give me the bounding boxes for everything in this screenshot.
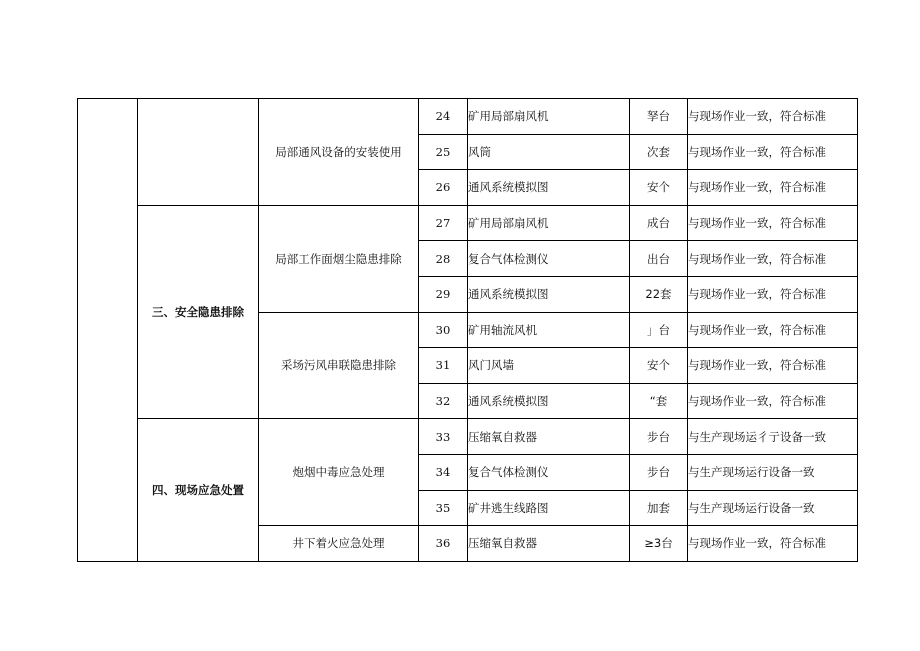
compliance-note: 与现场作业一致，符合标准 (688, 276, 858, 312)
compliance-note: 与生产现场运行设备一致 (688, 490, 858, 526)
section-title (138, 99, 259, 206)
compliance-note: 与现场作业一致，符合标准 (688, 526, 858, 562)
group-title: 采场污风串联隐患排除 (259, 312, 419, 419)
row-number: 35 (419, 490, 468, 526)
row-number: 28 (419, 241, 468, 277)
group-title: 局部工作面烟尘隐患排除 (259, 205, 419, 312)
table-row (78, 419, 858, 455)
equipment-name: 通风系统模拟图 (468, 383, 630, 419)
row-number: 32 (419, 383, 468, 419)
equipment-quantity: 安个 (630, 348, 688, 384)
equipment-quantity: 出台 (630, 241, 688, 277)
compliance-note: 与现场作业一致，符合标准 (688, 99, 858, 135)
equipment-quantity: “套 (630, 383, 688, 419)
compliance-note: 与现场作业一致，符合标准 (688, 134, 858, 170)
equipment-name: 通风系统模拟图 (468, 170, 630, 206)
equipment-name: 复合气体检测仪 (468, 454, 630, 490)
table-body (78, 99, 858, 562)
equipment-name: 风门风墙 (468, 348, 630, 384)
row-number: 25 (419, 134, 468, 170)
equipment-quantity: 」台 (630, 312, 688, 348)
equipment-name: 通风系统模拟图 (468, 276, 630, 312)
section-title: 三、安全隐患排除 (138, 205, 259, 419)
row-number: 33 (419, 419, 468, 455)
equipment-name: 压缩氧自救器 (468, 419, 630, 455)
equipment-quantity: 22套 (630, 276, 688, 312)
row-number: 36 (419, 526, 468, 562)
compliance-note: 与现场作业一致，符合标准 (688, 348, 858, 384)
group-title: 局部通风设备的安装使用 (259, 99, 419, 206)
compliance-note: 与现场作业一致，符合标准 (688, 170, 858, 206)
group-title: 炮烟中毒应急处理 (259, 419, 419, 526)
row-number: 31 (419, 348, 468, 384)
equipment-quantity: 步台 (630, 454, 688, 490)
equipment-name: 复合气体检测仪 (468, 241, 630, 277)
group-title: 井下着火应急处理 (259, 526, 419, 562)
equipment-name: 压缩氧自救器 (468, 526, 630, 562)
equipment-quantity: 次套 (630, 134, 688, 170)
equipment-quantity: 成台 (630, 205, 688, 241)
blank-column-cell (78, 99, 138, 562)
compliance-note: 与现场作业一致，符合标准 (688, 205, 858, 241)
section-title: 四、现场应急处置 (138, 419, 259, 561)
equipment-quantity: 孥台 (630, 99, 688, 135)
row-number: 27 (419, 205, 468, 241)
equipment-name: 矿井逃生线路图 (468, 490, 630, 526)
compliance-note: 与生产现场运彳亍设备一致 (688, 419, 858, 455)
equipment-name: 风筒 (468, 134, 630, 170)
row-number: 30 (419, 312, 468, 348)
equipment-name: 矿用局部扇风机 (468, 99, 630, 135)
table-row (78, 99, 858, 135)
row-number: 34 (419, 454, 468, 490)
row-number: 29 (419, 276, 468, 312)
compliance-note: 与现场作业一致，符合标准 (688, 383, 858, 419)
compliance-note: 与现场作业一致，符合标准 (688, 312, 858, 348)
table-row (78, 205, 858, 241)
equipment-name: 矿用局部扇风机 (468, 205, 630, 241)
row-number: 26 (419, 170, 468, 206)
compliance-note: 与生产现场运行设备一致 (688, 454, 858, 490)
equipment-quantity: ≥3台 (630, 526, 688, 562)
row-number: 24 (419, 99, 468, 135)
compliance-note: 与现场作业一致，符合标准 (688, 241, 858, 277)
equipment-quantity: 步台 (630, 419, 688, 455)
equipment-quantity: 安个 (630, 170, 688, 206)
equipment-quantity: 加套 (630, 490, 688, 526)
equipment-name: 矿用轴流风机 (468, 312, 630, 348)
equipment-table (77, 98, 858, 562)
